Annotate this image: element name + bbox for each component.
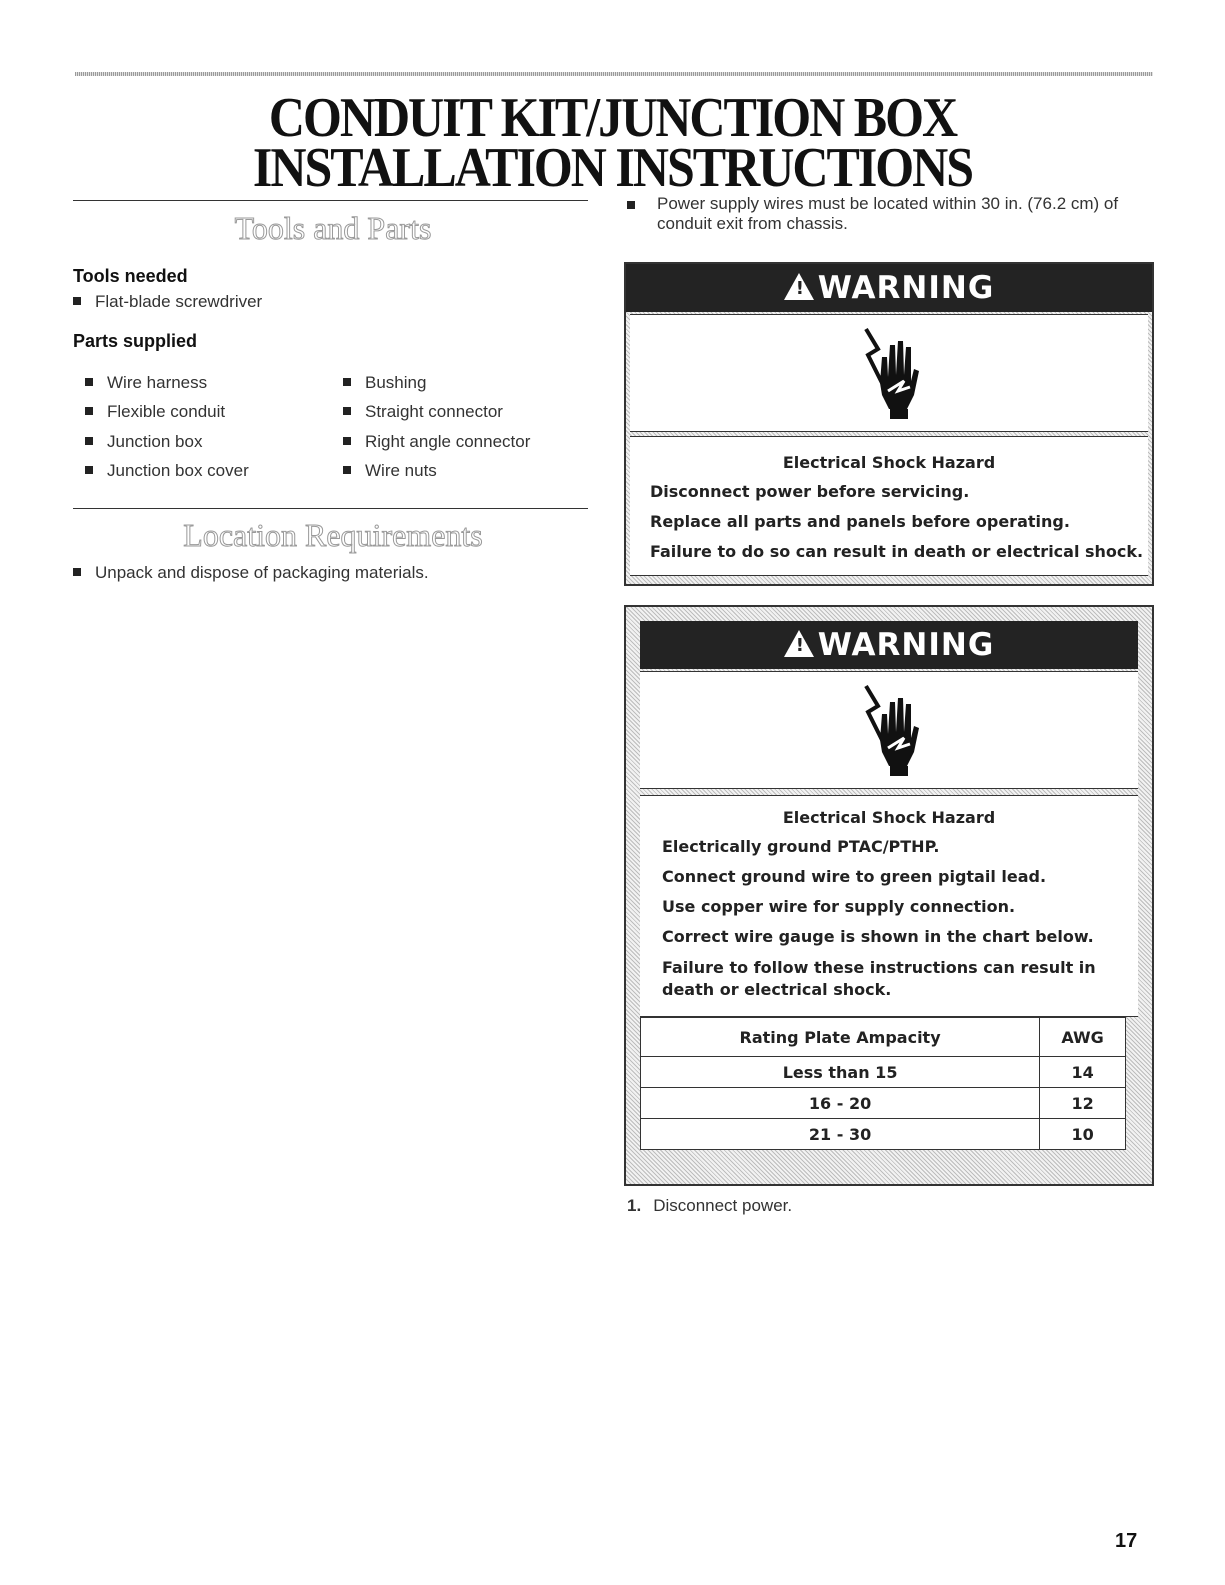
page-title-line2: INSTALLATION INSTRUCTIONS: [252, 135, 973, 199]
bullet-icon: [343, 407, 351, 415]
warning-line: Failure to do so can result in death or electrical shock.: [650, 542, 1144, 561]
bullet-icon: [73, 568, 81, 576]
warning-text-area: [630, 436, 1148, 576]
table-row: [641, 1057, 1126, 1088]
warning-triangle-icon: !: [784, 273, 814, 300]
warning-banner: ! WARNING: [640, 621, 1138, 669]
table-cell: 10: [1040, 1119, 1126, 1150]
table-cell: Less than 15: [641, 1057, 1040, 1088]
warning-triangle-icon: !: [784, 630, 814, 657]
bullet-icon: [85, 437, 93, 445]
step-1: [627, 1196, 792, 1216]
list-item: Bushing: [343, 373, 426, 393]
top-dotted-rule: [75, 72, 1153, 76]
electrical-shock-hand-icon: [844, 325, 934, 421]
list-item: Junction box: [85, 432, 202, 452]
list-item: Wire harness: [85, 373, 207, 393]
warning-box-1: [624, 262, 1154, 586]
bullet-icon: [73, 297, 81, 305]
table-cell: 16 - 20: [641, 1088, 1040, 1119]
table-cell: 14: [1040, 1057, 1126, 1088]
tools-and-parts-heading: Tools and Parts: [234, 210, 432, 246]
bullet-icon: [627, 201, 635, 209]
warning-line: Use copper wire for supply connection.: [662, 897, 1016, 916]
wire-gauge-table: [640, 1017, 1126, 1150]
table-header-cell: Rating Plate Ampacity: [641, 1018, 1040, 1057]
warning-line: Replace all parts and panels before operating.: [650, 512, 1070, 531]
list-item: Straight connector: [343, 402, 503, 422]
warning-box-2: [624, 605, 1154, 1186]
warning-banner: ! WARNING: [626, 264, 1152, 312]
power-supply-note: Power supply wires must be located within 30 in. (76.2 cm) of conduit exit from chassis.: [627, 194, 1157, 234]
warning-text-area: [640, 795, 1138, 1017]
table-header-cell: AWG: [1040, 1018, 1126, 1057]
table-cell: 21 - 30: [641, 1119, 1040, 1150]
section-rule: [73, 200, 588, 201]
warning-title: Electrical Shock Hazard: [782, 808, 996, 827]
bullet-icon: [85, 466, 93, 474]
page-title-line1: CONDUIT KIT/JUNCTION BOX: [268, 85, 957, 149]
warning-line: Correct wire gauge is shown in the chart below.: [662, 927, 1094, 946]
list-item: Unpack and dispose of packaging materials.: [73, 563, 429, 583]
warning-line: Disconnect power before servicing.: [650, 482, 970, 501]
warning-icon-area: [630, 314, 1148, 432]
tools-needed-heading: Tools needed: [73, 266, 188, 286]
bullet-icon: [343, 378, 351, 386]
warning-line: Electrically ground PTAC/PTHP.: [662, 837, 940, 856]
bullet-icon: [85, 407, 93, 415]
bullet-icon: [343, 466, 351, 474]
list-item: Junction box cover: [85, 461, 249, 481]
list-item: Right angle connector: [343, 432, 530, 452]
step-number: 1.: [627, 1196, 642, 1215]
location-requirements-heading: Location Requirements: [183, 517, 483, 553]
warning-title: Electrical Shock Hazard: [782, 453, 996, 472]
page-number: 17: [1115, 1530, 1138, 1552]
list-item: Wire nuts: [343, 461, 437, 481]
warning-icon-area: [640, 671, 1138, 789]
bullet-icon: [85, 378, 93, 386]
electrical-shock-hand-icon: [844, 682, 934, 778]
parts-supplied-heading: Parts supplied: [73, 331, 198, 351]
table-row: [641, 1088, 1126, 1119]
bullet-icon: [343, 437, 351, 445]
list-item: Flexible conduit: [85, 402, 225, 422]
table-row: [641, 1119, 1126, 1150]
list-item: Flat-blade screwdriver: [73, 292, 262, 312]
section-rule: [73, 508, 588, 509]
warning-line: Connect ground wire to green pigtail lead.: [662, 867, 1047, 886]
warning-line: Failure to follow these instructions can result in death or electrical shock.: [662, 958, 1096, 999]
table-cell: 12: [1040, 1088, 1126, 1119]
step-text: Disconnect power.: [653, 1196, 793, 1215]
table-header-row: [641, 1018, 1126, 1057]
